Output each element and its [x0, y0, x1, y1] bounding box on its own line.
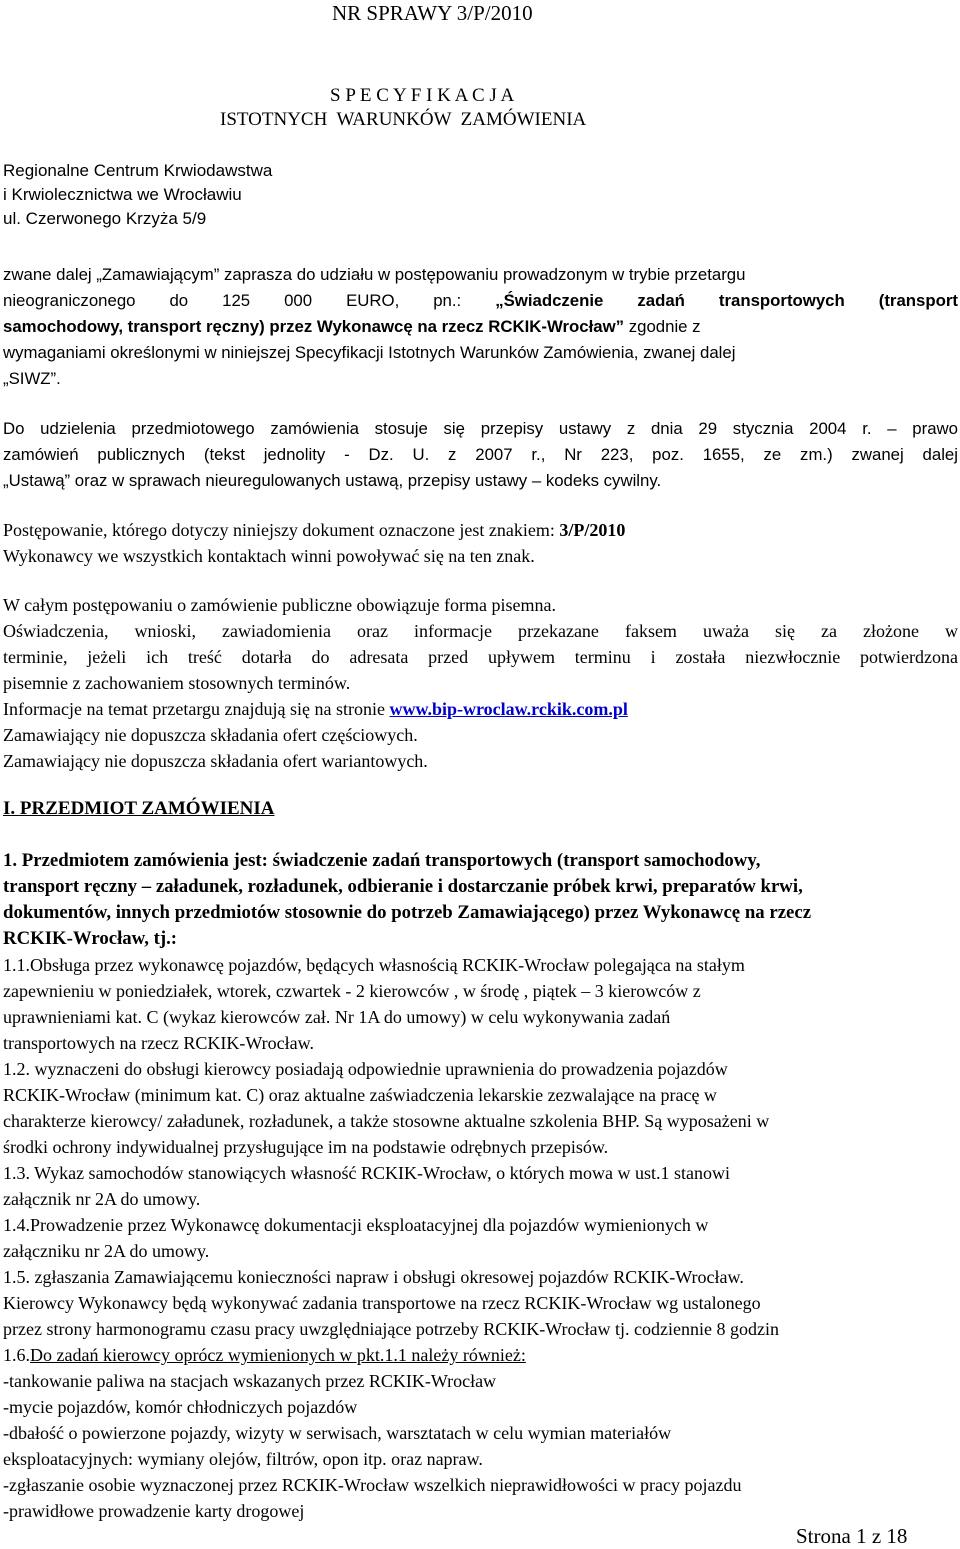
spec-title: S P E C Y F I K A C J A	[330, 85, 515, 106]
list-item: -dbałość o powierzone pojazdy, wizyty w serwisach, warsztatach w celu wymian materiałów	[3, 1423, 672, 1443]
text-line: uprawnieniami kat. C (wykaz kierowców zał. Nr 1A do umowy) w celu wykonywania zadań	[3, 1007, 671, 1027]
duties-heading: Do zadań kierowcy oprócz wymienionych w pkt.1.1 należy również:	[30, 1345, 526, 1365]
text-line	[3, 517, 958, 543]
text-line: „Ustawą” oraz w sprawach nieuregulowanych ustawą, przepisy ustawy – kodeks cywilny.	[3, 471, 662, 490]
form-paragraph	[3, 592, 958, 774]
text-line: zapewnieniu w poniedziałek, wtorek, czwartek - 2 kierowców , w środę , piątek – 3 kierowców z	[3, 981, 701, 1001]
text-line: przez strony harmonogramu czasu pracy uwzględniające potrzeby RCKIK-Wrocław tj. codziennie 8 godzin	[3, 1319, 779, 1339]
text-span: zgodnie z	[624, 317, 701, 336]
text-line: RCKIK-Wrocław (minimum kat. C) oraz aktualne zaświadczenia lekarskie zezwalające na pracę w	[3, 1085, 717, 1105]
text-line	[3, 314, 958, 340]
text-line: 1.5. zgłaszania Zamawiającemu konieczności napraw i obsługi okresowej pojazdów RCKIK-Wrocław.	[3, 1267, 744, 1287]
service-name-cont: samochodowy, transport ręczny) przez Wykonawcę na rzecz RCKIK-Wrocław”	[3, 317, 625, 336]
text-line: Zamawiający nie dopuszcza składania ofert częściowych.	[3, 725, 418, 745]
service-name: „Świadczenie zadań transportowych (transport	[495, 291, 958, 310]
procedure-code: 3/P/2010	[559, 520, 626, 540]
address-line-3: ul. Czerwonego Krzyża 5/9	[3, 209, 207, 228]
text-line: 1.4.Prowadzenie przez Wykonawcę dokumentacji eksploatacyjnej dla pojazdów wymienionych w	[3, 1215, 709, 1235]
text-line: transportowych na rzecz RCKIK-Wrocław.	[3, 1033, 314, 1053]
item-number: 1.6.	[3, 1345, 30, 1365]
address-line-1: Regionalne Centrum Krwiodawstwa	[3, 161, 273, 180]
section-heading: I. PRZEDMIOT ZAMÓWIENIA	[3, 798, 275, 819]
text-line: 1.3. Wykaz samochodów stanowiących własność RCKIK-Wrocław, o których mowa w ust.1 stanowi	[3, 1163, 731, 1183]
text-line: 1. Przedmiotem zamówienia jest: świadczenie zadań transportowych (transport samochodowy,	[3, 850, 761, 871]
text-line: załącznik nr 2A do umowy.	[3, 1189, 201, 1209]
text-line	[3, 1342, 958, 1368]
page-number: Strona 1 z 18	[796, 1524, 908, 1548]
text-line: W całym postępowaniu o zamówienie publiczne obowiązuje forma pisemna.	[3, 595, 556, 615]
list-item: eksploatacyjnych: wymiany olejów, filtrów, opon itp. oraz napraw.	[3, 1449, 483, 1469]
address-line-2: i Krwiolecznictwa we Wrocławiu	[3, 185, 242, 204]
list-item: -mycie pojazdów, komór chłodniczych pojazdów	[3, 1397, 358, 1417]
text-line: pisemnie z zachowaniem stosownych terminów.	[3, 673, 351, 693]
text-span: Postępowanie, którego dotyczy niniejszy dokument oznaczone jest znakiem:	[3, 520, 560, 540]
intro-paragraph	[3, 262, 958, 392]
text-line: Do udzielenia przedmiotowego zamówienia stosuje się przepisy ustawy z dnia 29 stycznia 2004 r. – prawo	[3, 419, 958, 438]
text-line: Kierowcy Wykonawcy będą wykonywać zadania transportowe na rzecz RCKIK-Wrocław wg ustalonego	[3, 1293, 761, 1313]
text-line: RCKIK-Wrocław, tj.:	[3, 928, 178, 949]
list-item: -prawidłowe prowadzenie karty drogowej	[3, 1501, 305, 1521]
text-line	[3, 288, 958, 314]
procedure-paragraph	[3, 517, 958, 569]
text-line: wymaganiami określonymi w niniejszej Specyfikacji Istotnych Warunków Zamówienia, zwanej dalej	[3, 343, 736, 362]
list-item: -zgłaszanie osobie wyznaczonej przez RCKIK-Wrocław wszelkich nieprawidłowości w pracy pojazdu	[3, 1475, 742, 1495]
section-1-content	[3, 848, 958, 1524]
text-line: środki ochrony indywidualnej przysługujące im na podstawie odrębnych przepisów.	[3, 1137, 609, 1157]
text-line: charakterze kierowcy/ załadunek, rozładunek, a także stosowne aktualne szkolenia BHP. Są wyposażeni w	[3, 1111, 770, 1131]
text-line: 1.2. wyznaczeni do obsługi kierowcy posiadają odpowiednie uprawnienia do prowadzenia pojazdów	[3, 1059, 728, 1079]
text-span: nieograniczonego do 125 000 EURO, pn.:	[3, 291, 496, 310]
text-line: zamówień publicznych (tekst jednolity - Dz. U. z 2007 r., Nr 223, poz. 1655, ze zm.) zwanej dalej	[3, 445, 958, 464]
text-line: Wykonawcy we wszystkich kontaktach winni powoływać się na ten znak.	[3, 546, 535, 566]
text-line	[3, 696, 958, 722]
text-line: 1.1.Obsługa przez wykonawcę pojazdów, będących własnością RCKIK-Wrocław polegająca na stałym	[3, 955, 745, 975]
text-span: Informacje na temat przetargu znajdują się na stronie	[3, 699, 390, 719]
text-line: Zamawiający nie dopuszcza składania ofert wariantowych.	[3, 751, 428, 771]
text-line: „SIWZ”.	[3, 369, 61, 388]
case-number: NR SPRAWY 3/P/2010	[332, 1, 533, 25]
text-line: zwane dalej „Zamawiającym” zaprasza do udziału w postępowaniu prowadzonym w trybie przetargu	[3, 265, 746, 284]
text-line: terminie, jeżeli ich treść dotarła do adresata przed upływem terminu i została niezwłocznie potwierdzona	[3, 647, 958, 667]
text-line: dokumentów, innych przedmiotów stosownie do potrzeb Zamawiającego) przez Wykonawcę na rzecz	[3, 902, 812, 923]
text-line: załączniku nr 2A do umowy.	[3, 1241, 210, 1261]
text-line: transport ręczny – załadunek, rozładunek, odbieranie i dostarczanie próbek krwi, preparatów krwi,	[3, 876, 803, 897]
tender-website-link[interactable]: www.bip-wroclaw.rckik.com.pl	[389, 699, 628, 719]
law-paragraph	[3, 416, 958, 494]
spec-subtitle: ISTOTNYCH WARUNKÓW ZAMÓWIENIA	[220, 109, 587, 130]
list-item: -tankowanie paliwa na stacjach wskazanych przez RCKIK-Wrocław	[3, 1371, 497, 1391]
text-line: Oświadczenia, wnioski, zawiadomienia oraz informacje przekazane faksem uważa się za złożone w	[3, 621, 958, 641]
